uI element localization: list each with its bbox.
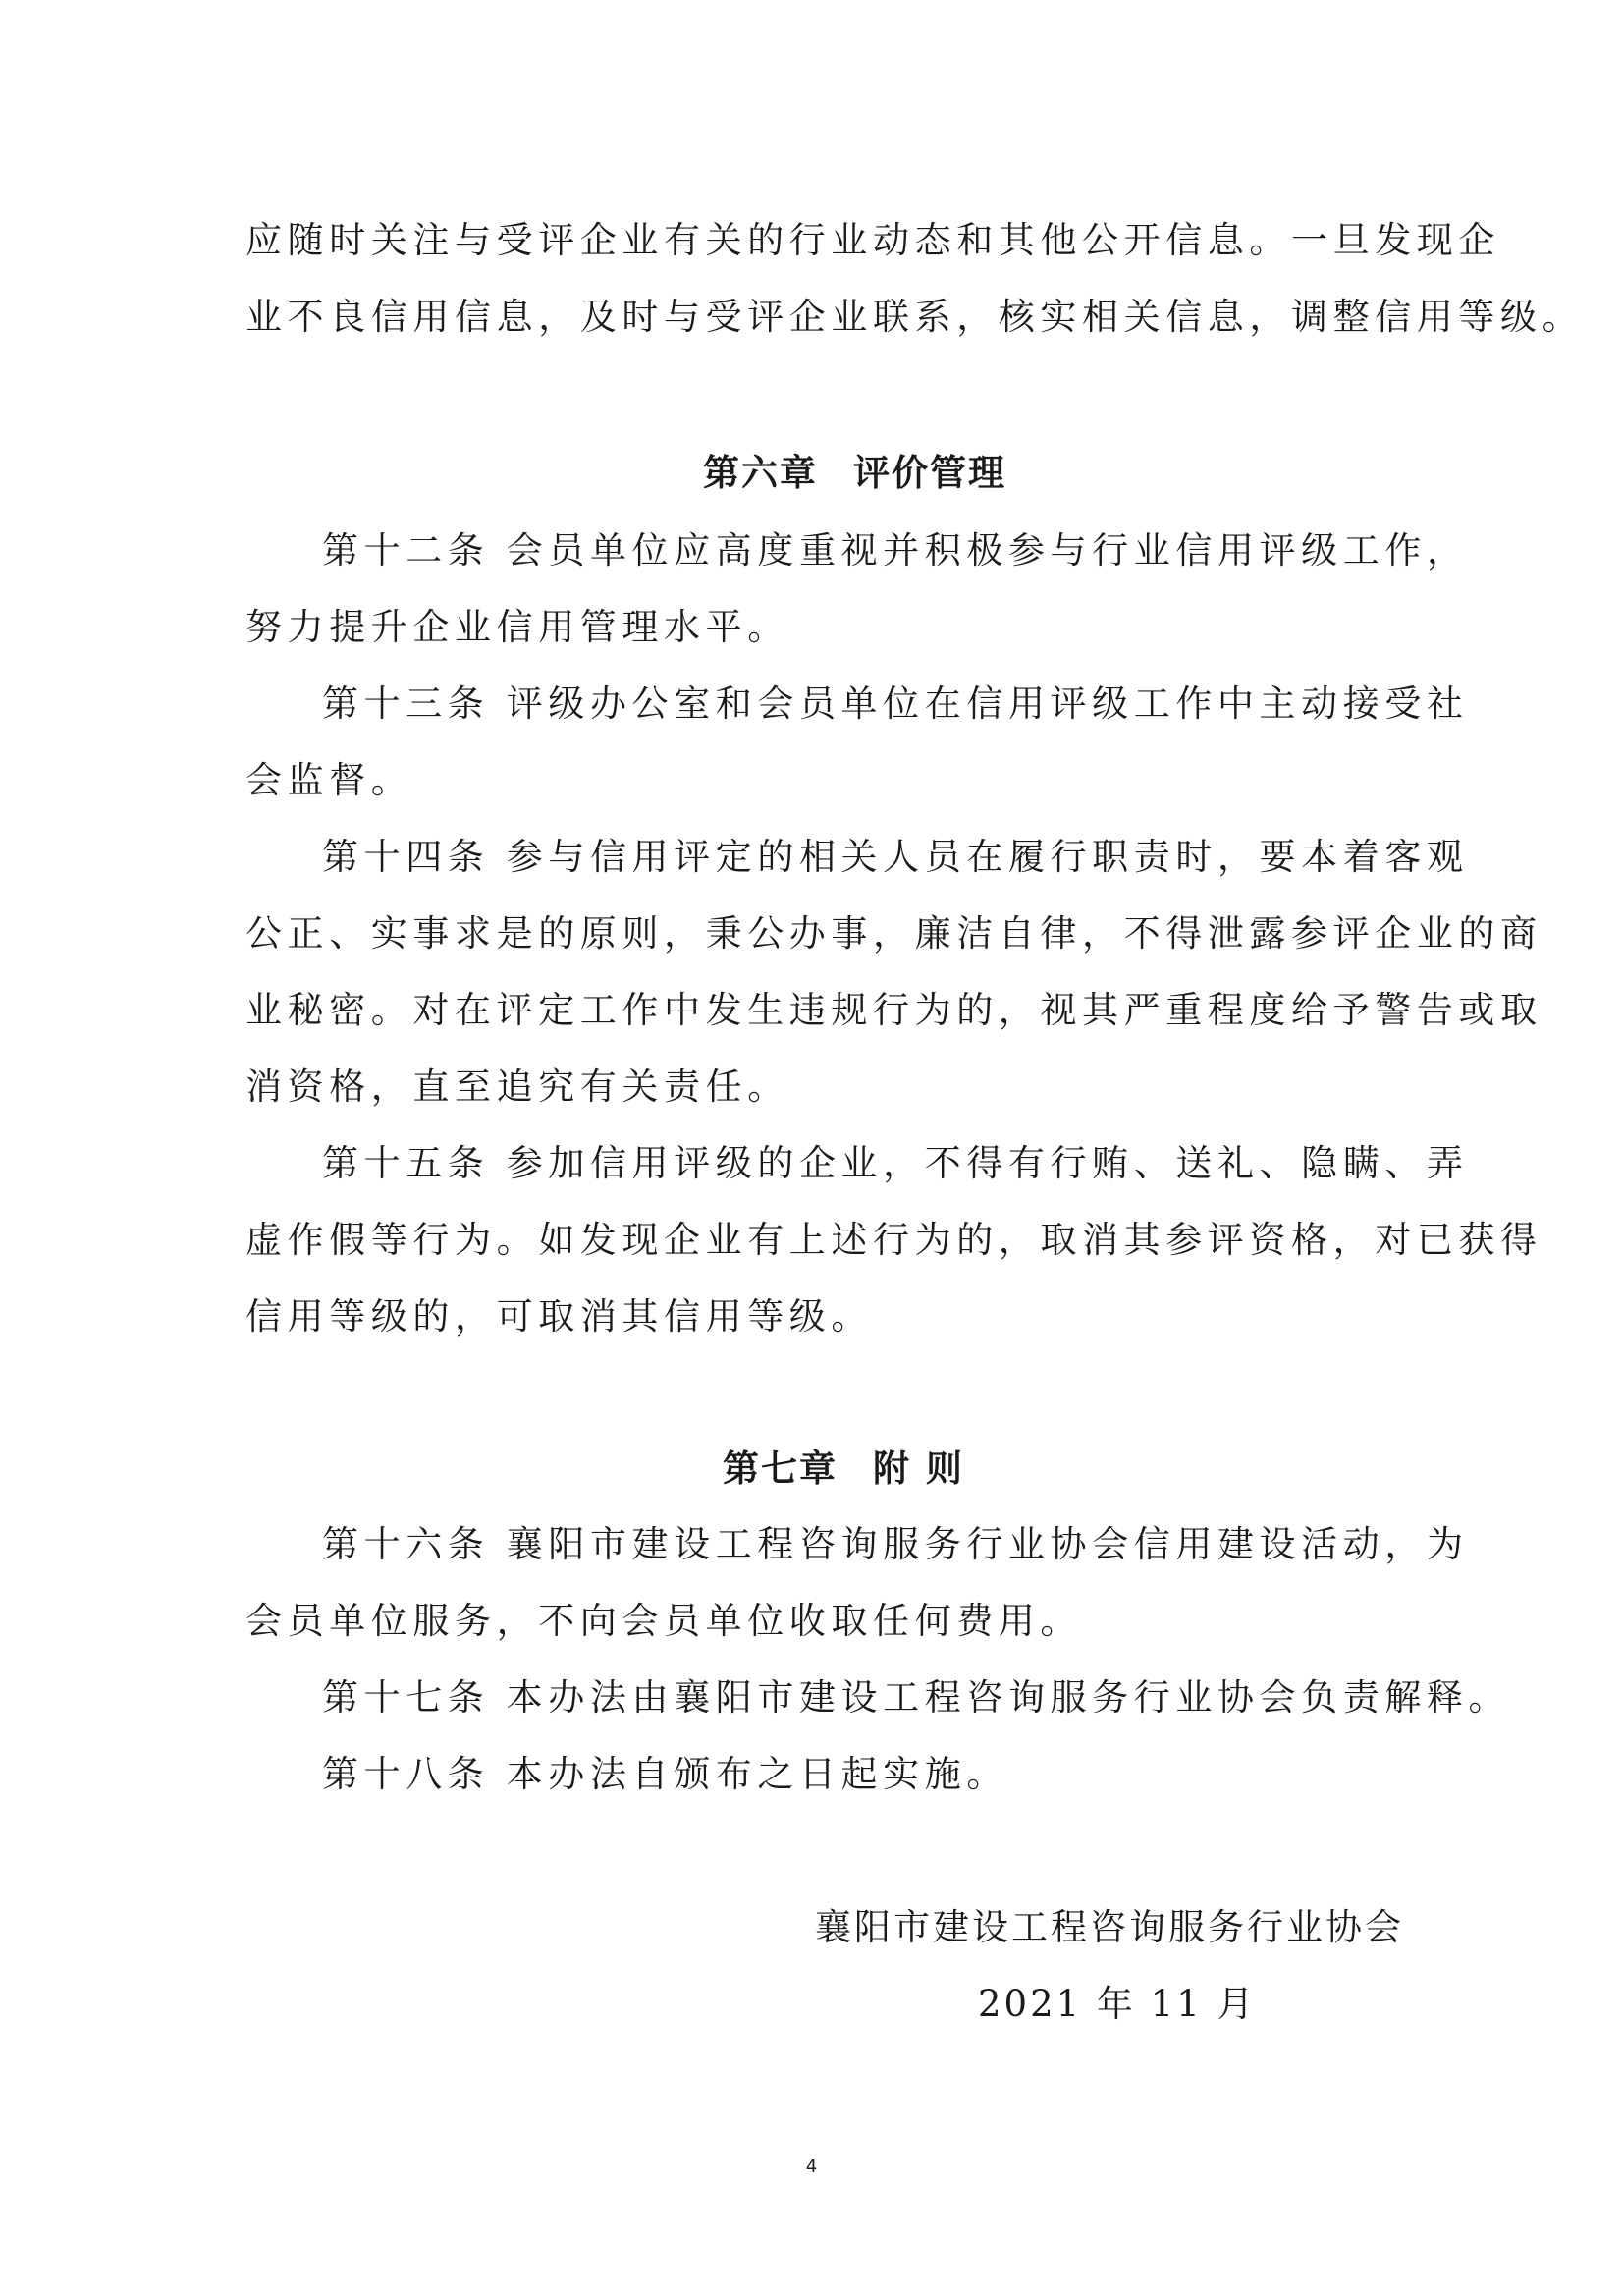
chapter-number: 第六章 [703,451,818,494]
paragraph-line: 应随时关注与受评企业有关的行业动态和其他公开信息。一旦发现企 [245,219,1500,261]
article-14-line: 第十四条 参与信用评定的相关人员在履行职责时，要本着客观 [322,836,1469,878]
paragraph-line: 业不良信用信息，及时与受评企业联系，核实相关信息，调整信用等级。 [245,296,1585,338]
article-15-line: 信用等级的，可取消其信用等级。 [245,1295,873,1338]
chapter-title: 评价管理 [853,451,1006,494]
chapter-title: 附 则 [873,1447,964,1490]
article-15-line: 虚作假等行为。如发现企业有上述行为的，取消其参评资格，对已获得 [245,1219,1542,1261]
article-13-line: 第十三条 评级办公室和会员单位在信用评级工作中主动接受社 [322,683,1469,725]
signature-organization: 襄阳市建设工程咨询服务行业协会 [815,1906,1404,1948]
article-12-line: 第十二条 会员单位应高度重视并积极参与行业信用评级工作， [322,529,1469,572]
article-13-line: 会监督。 [245,759,413,801]
article-14-line: 业秘密。对在评定工作中发生违规行为的，视其严重程度给予警告或取 [245,989,1542,1031]
article-14-line: 消资格，直至追究有关责任。 [245,1066,789,1108]
article-16-line: 第十六条 襄阳市建设工程咨询服务行业协会信用建设活动，为 [322,1523,1469,1565]
chapter-6-heading [703,448,1006,497]
chapter-7-heading [723,1444,964,1493]
article-15-line: 第十五条 参加信用评级的企业，不得有行贿、送礼、隐瞒、弄 [322,1142,1469,1184]
signature-date: 2021 年 11 月 [978,1983,1257,2025]
page-number: 4 [805,2157,818,2177]
article-14-line: 公正、实事求是的原则，秉公办事，廉洁自律，不得泄露参评企业的商 [245,912,1542,955]
article-18-line: 第十八条 本办法自颁布之日起实施。 [322,1753,1008,1795]
article-17-line: 第十七条 本办法由襄阳市建设工程咨询服务行业协会负责解释。 [322,1676,1511,1719]
chapter-number: 第七章 [723,1447,838,1490]
article-16-line: 会员单位服务，不向会员单位收取任何费用。 [245,1600,1082,1642]
article-12-line: 努力提升企业信用管理水平。 [245,606,789,648]
